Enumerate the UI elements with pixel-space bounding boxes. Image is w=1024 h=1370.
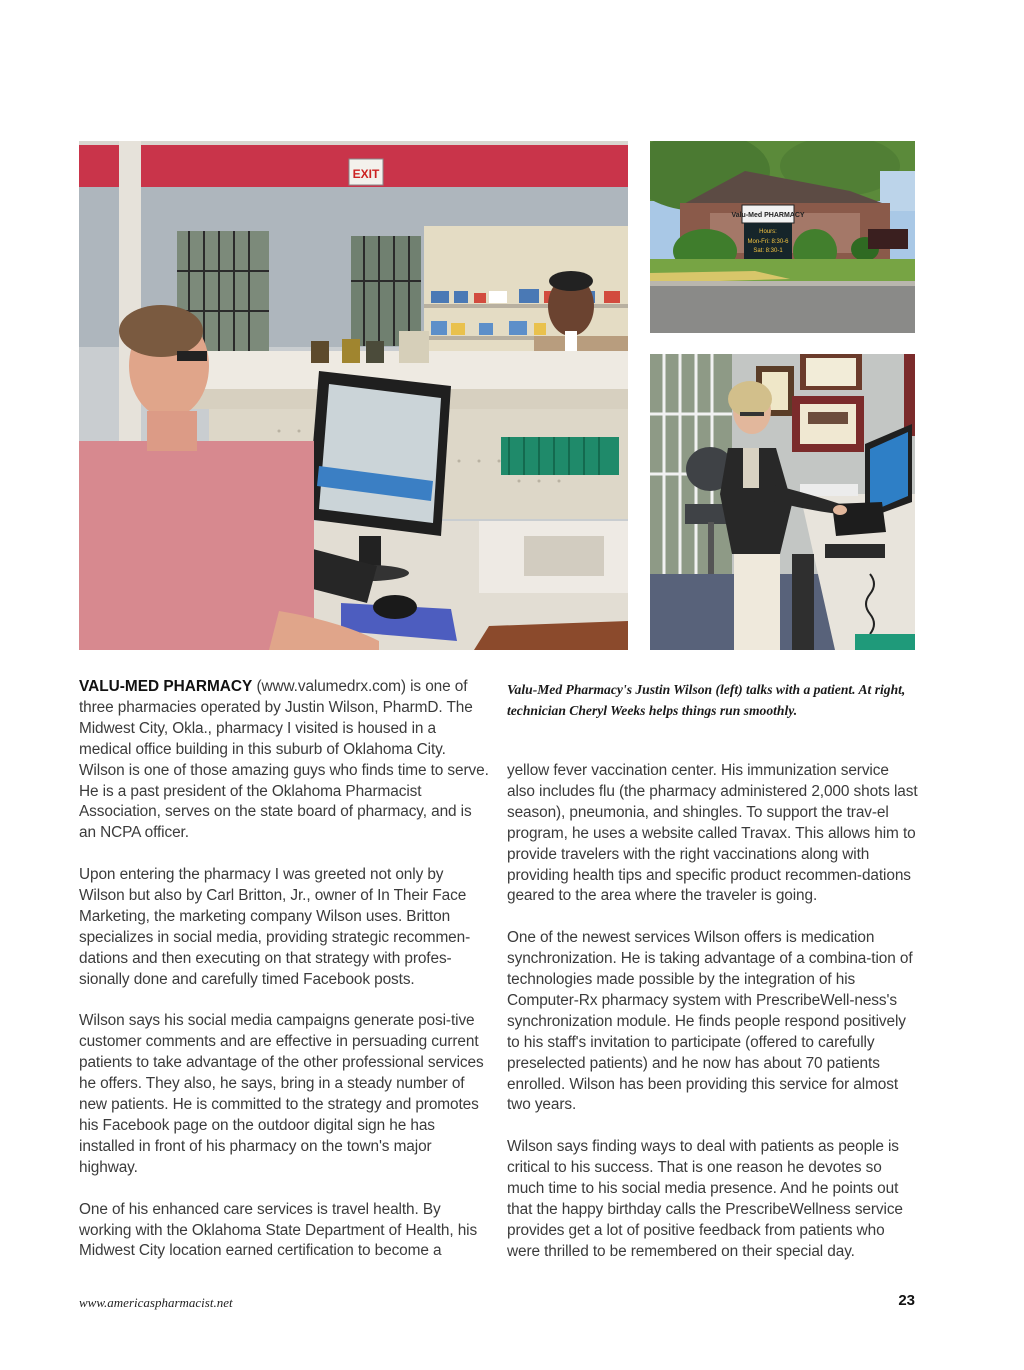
sign-hours-sat: Sat: 8:30-1 — [753, 248, 783, 254]
sign-hours-title: Hours: — [759, 229, 777, 235]
article-right-column — [507, 761, 919, 1284]
pharmacy-name-lead: VALU-MED PHARMACY — [79, 678, 253, 695]
page-number: 23 — [898, 1292, 915, 1309]
sign-hours-weekday: Mon-Fri: 8:30-6 — [747, 239, 789, 245]
pharmacy-sign-name: Valu-Med PHARMACY — [731, 212, 805, 219]
article-paragraph-text: (www.valumedrx.com) is one of three pharmacies operated by Justin Wilson, PharmD. The Midwest City, Okla., pharmacy I visited is housed in a medical office building in this suburb of Oklahoma City. Wilson is one of those amazing guys who finds time to serve. He is a past president of the Oklahoma Pharmacist Association, serves on the state board of pharmacy, and is an NCPA officer. — [79, 678, 489, 842]
article-paragraph: Wilson says his social media campaigns generate posi-tive customer comments and are effective in persuading current patients to take advantage of the other professional services he offers. They also, he says, bring in a steady number of new patients. He is committed to the strategy and promotes his Facebook page on the outdoor digital sign he has installed in front of his pharmacy on the town's major highway. — [79, 1012, 484, 1176]
article-paragraph — [79, 677, 489, 844]
article-left-column — [79, 677, 489, 1283]
article-paragraph: One of his enhanced care services is travel health. By working with the Oklahoma State Department of Health, his Midwest City location earned certification to become a — [79, 1200, 478, 1260]
article-paragraph: Upon entering the pharmacy I was greeted not only by Wilson but also by Carl Britton, Jr., owner of In Their Face Marketing, the marketing company Wilson uses. Britton specializes in social media, providing strategic recommen-dations and then executing on that strategy with profes-sionally done and carefully timed Facebook posts. — [79, 866, 471, 988]
pharmacy-counter-photo — [79, 141, 628, 650]
exit-sign: EXIT — [352, 167, 380, 181]
article-paragraph: yellow fever vaccination center. His immunization service also includes flu (the pharmacy administered 2,000 shots last season), pneumonia, and shingles. To support the trav-el program, he uses a website called Travax. This allows him to provide travelers with the right vaccinations along with providing health tips and specific product recommen-dations geared to the area where the traveler is going. — [507, 762, 918, 905]
article-paragraph: One of the newest services Wilson offers is medication synchronization. He is taking advantage of a combina-tion of technologies made possible by the integration of his Computer-Rx pharmacy system with PrescribeWell-ness's synchronization module. He finds people respond positively to his staff's invitation to participate (offered to carefully preselected patients) and he now has about 70 patients enrolled. Wilson has been providing this service for almost two years. — [507, 929, 913, 1114]
article-paragraph: Wilson says finding ways to deal with patients as people is critical to his success. That is one reason he devotes so much time to his social media presence. And he points out that the happy birthday calls the PrescribeWellness service provides get a lot of positive feedback from patients who were thrilled to be remembered on their special day. — [507, 1138, 903, 1260]
footer-website-url: www.americaspharmacist.net — [79, 1295, 233, 1310]
pharmacy-exterior-photo — [650, 141, 915, 333]
technician-workstation-photo — [650, 354, 915, 650]
photo-caption: Valu-Med Pharmacy's Justin Wilson (left) talks with a patient. At right, technician Cheryl Weeks helps things run smoothly. — [507, 682, 906, 718]
